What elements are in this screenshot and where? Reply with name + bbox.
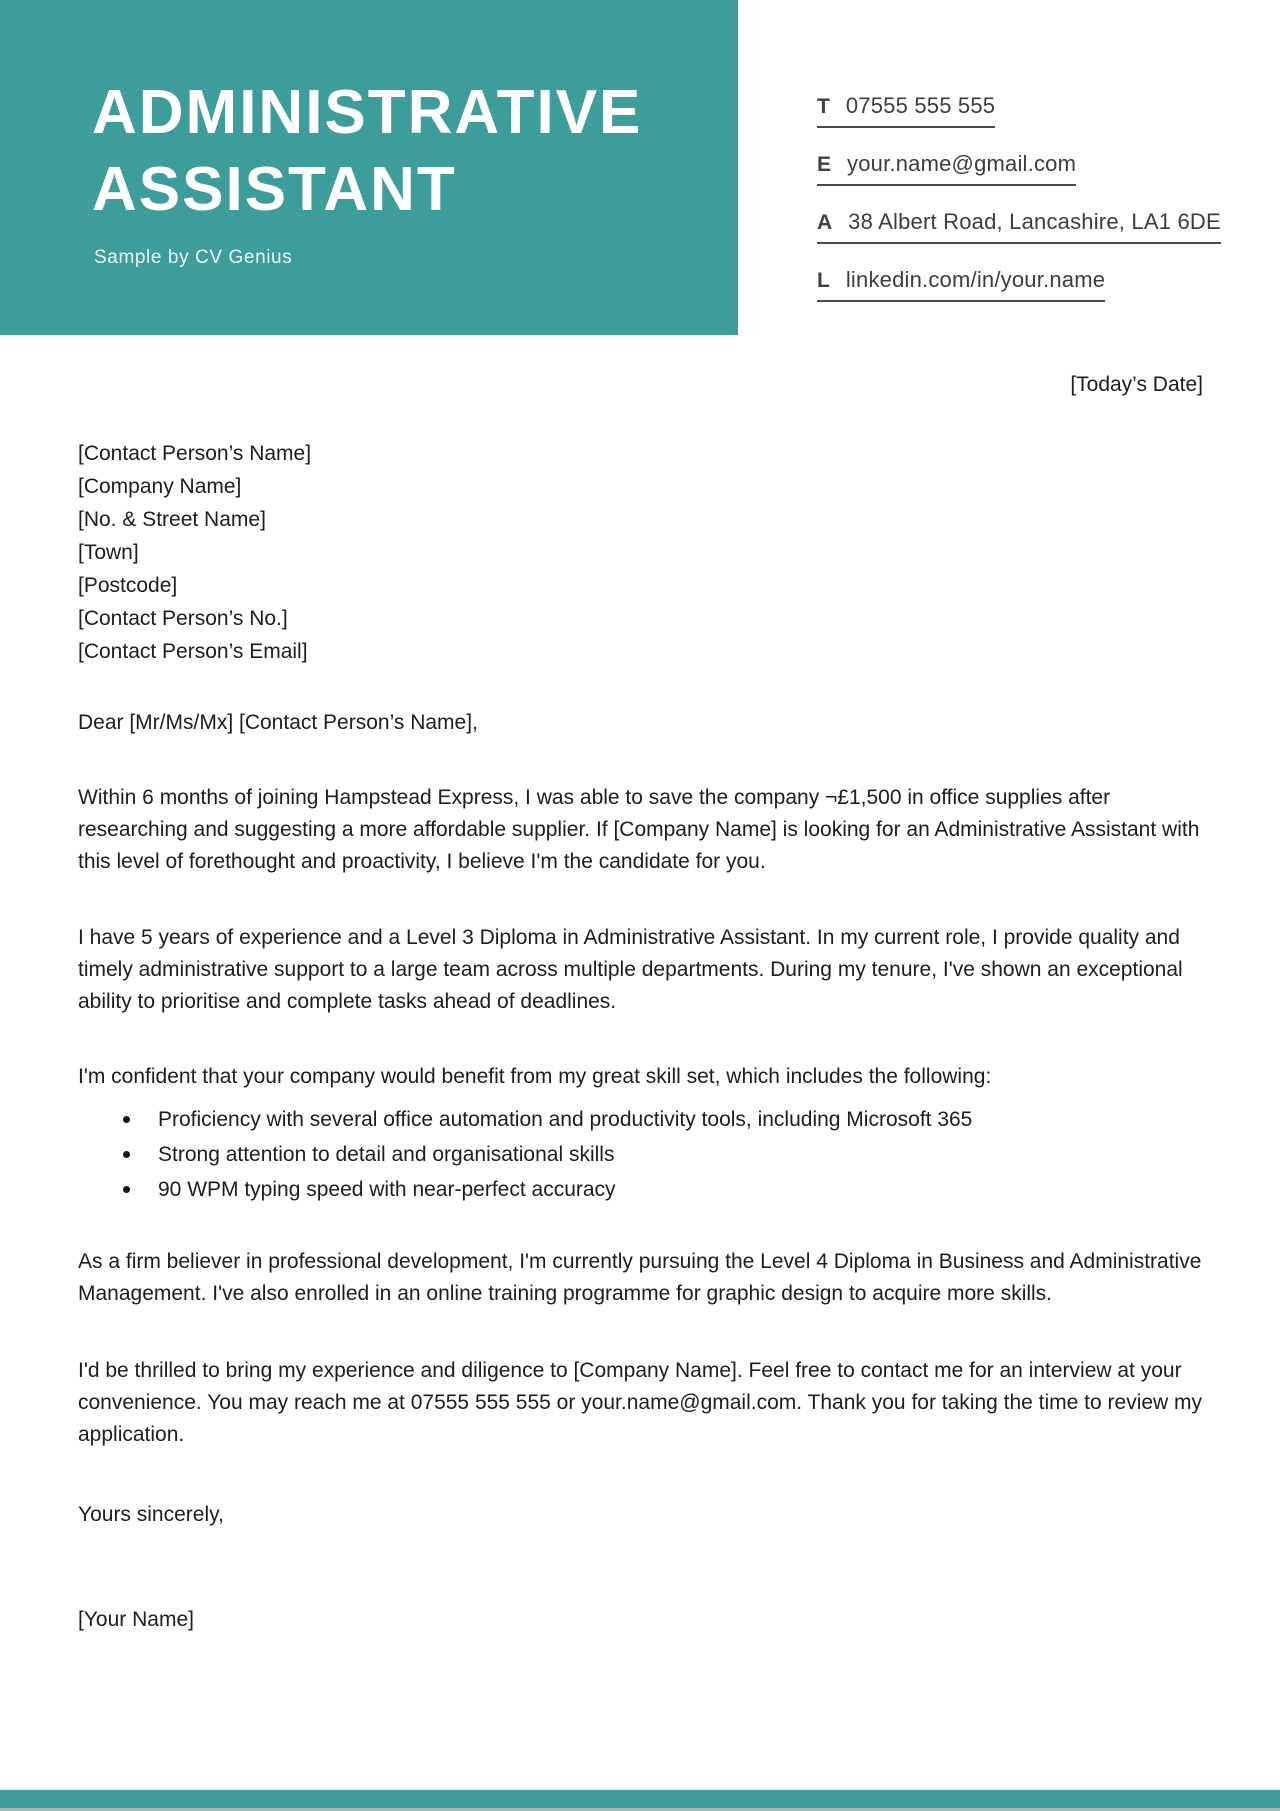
paragraph-development: As a firm believer in professional development, I'm currently pursuing the Level 4 Diploma in Business and Administrative Management. I've also enrolled in an online training programme for graphic design to acquire more skills.: [78, 1250, 1202, 1305]
phone-value: 07555 555 555: [845, 93, 996, 118]
recipient-line-town: [Town]: [78, 541, 139, 564]
title-line-2: ASSISTANT: [92, 155, 457, 224]
recipient-line-postcode: [Postcode]: [78, 574, 178, 597]
sample-byline: Sample by CV Genius: [94, 247, 293, 268]
recipient-line-phone: [Contact Person’s No.]: [78, 607, 288, 630]
bullet-icon: [123, 1186, 130, 1193]
skills-intro: I'm confident that your company would benefit from my great skill set, which includes the following:: [78, 1065, 992, 1088]
paragraph-closing: I'd be thrilled to bring my experience and diligence to [Company Name]. Feel free to contact me for an interview at your convenience. You may reach me at 07555 555 555 or your.name@gmail.com. Thank you for taking the time to review my application.: [78, 1359, 1203, 1446]
paragraph-opening: Within 6 months of joining Hampstead Express, I was able to save the company ¬£1,500 in office supplies after researching and suggesting a more affordable supplier. If [Company Name] is looking for an Administrative Assistant with this level of forethought and proactivity, I believe I'm the candidate for you.: [78, 786, 1200, 873]
skill-item: [78, 1102, 1203, 1137]
phone-label: T: [817, 95, 830, 118]
address-label: A: [817, 211, 833, 234]
salutation: Dear [Mr/Ms/Mx] [Contact Person’s Name],: [78, 711, 478, 734]
skills-list: [78, 1102, 1203, 1207]
address-value: 38 Albert Road, Lancashire, LA1 6DE: [848, 209, 1221, 234]
recipient-line-email: [Contact Person’s Email]: [78, 640, 308, 663]
skill-item-label: Proficiency with several office automation and productivity tools, including Microsoft 365: [158, 1108, 973, 1131]
recipient-block: [78, 437, 1203, 668]
title-line-1: ADMINISTRATIVE: [92, 78, 643, 147]
email-value: your.name@gmail.com: [847, 151, 1077, 176]
signature-name: [Your Name]: [78, 1608, 194, 1631]
signoff: Yours sincerely,: [78, 1503, 224, 1526]
linkedin-value: linkedin.com/in/your.name: [845, 267, 1106, 292]
skill-item: [78, 1137, 1203, 1172]
email-label: E: [817, 153, 832, 176]
letter-body: [78, 0, 1203, 1636]
footer-accent-bar: [0, 1789, 1280, 1808]
recipient-line-street: [No. & Street Name]: [78, 508, 266, 531]
bullet-icon: [123, 1116, 130, 1123]
skill-item-label: 90 WPM typing speed with near-perfect accuracy: [158, 1178, 616, 1201]
recipient-line-name: [Contact Person’s Name]: [78, 442, 312, 465]
linkedin-label: L: [817, 269, 830, 292]
recipient-line-company: [Company Name]: [78, 475, 242, 498]
bullet-icon: [123, 1151, 130, 1158]
date-line: [Today’s Date]: [1070, 373, 1203, 396]
paragraph-experience: I have 5 years of experience and a Level 3 Diploma in Administrative Assistant. In my current role, I provide quality and timely administrative support to a large team across multiple departments. During my tenure, I've shown an exceptional ability to prioritise and complete tasks ahead of deadlines.: [78, 926, 1183, 1013]
skill-item-label: Strong attention to detail and organisational skills: [158, 1143, 615, 1166]
skill-item: [78, 1172, 1203, 1207]
